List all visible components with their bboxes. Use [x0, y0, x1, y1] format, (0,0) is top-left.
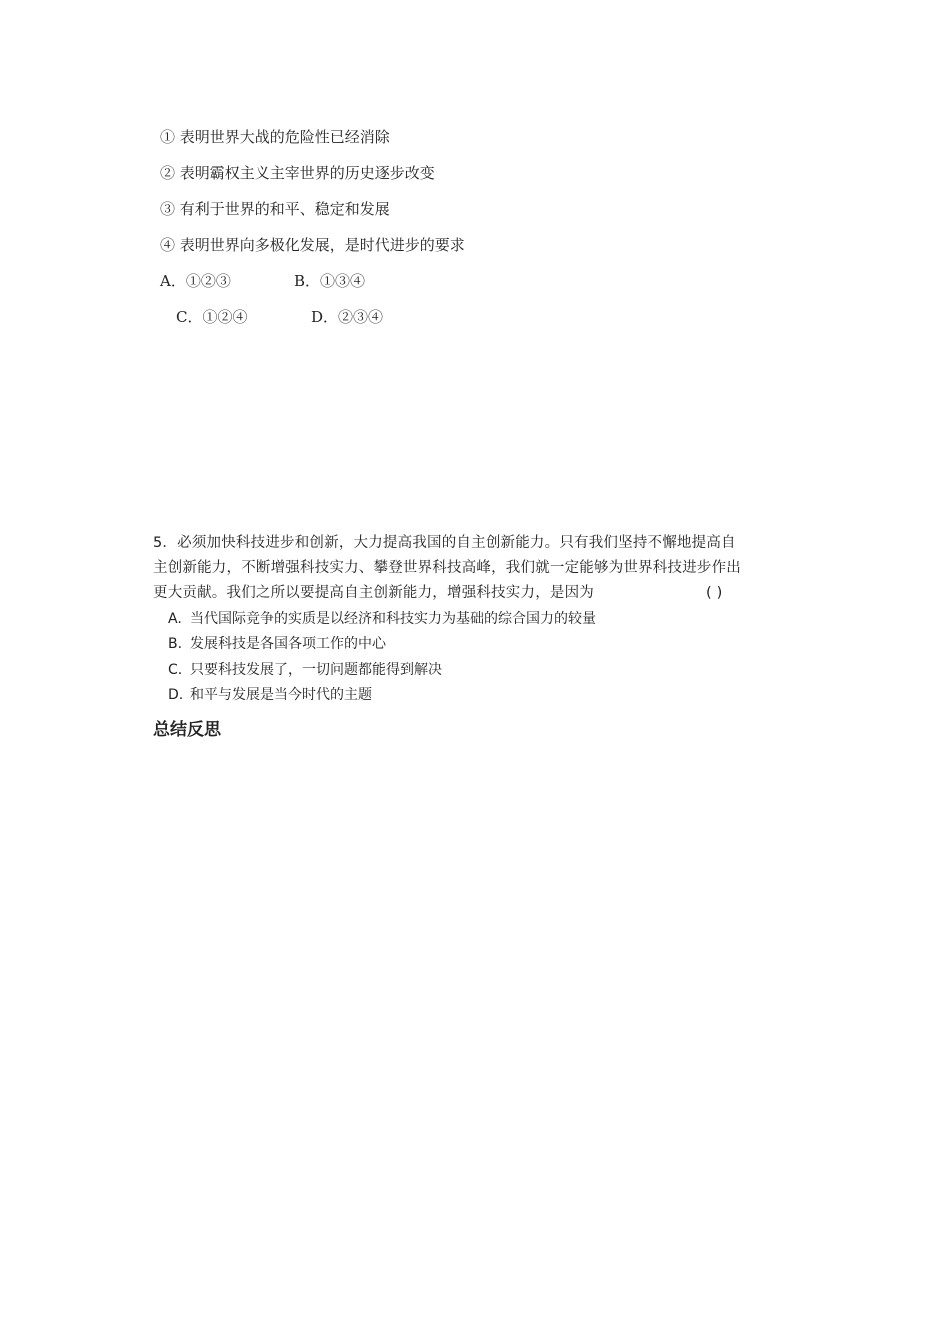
- q5-option-d-letter: D.: [168, 687, 184, 703]
- statement-2: ② 表明霸权主义主宰世界的历史逐步改变: [160, 164, 435, 182]
- summary-heading: 总结反思: [153, 720, 221, 740]
- question-5-line-3: [153, 581, 773, 606]
- q5-option-a: [168, 609, 596, 629]
- statement-3: ③ 有利于世界的和平、稳定和发展: [160, 200, 390, 218]
- option-a: A．①②③: [160, 272, 231, 290]
- q5-option-c-text: 只要科技发展了，一切问题都能得到解决: [190, 662, 442, 678]
- question-5-line-1: 5．必须加快科技进步和创新，大力提高我国的自主创新能力。只有我们坚持不懈地提高自: [153, 535, 736, 551]
- q5-option-c: [168, 660, 442, 680]
- question-5-stem: [153, 531, 773, 606]
- q5-option-c-letter: C.: [168, 662, 183, 678]
- q5-option-b: [168, 634, 386, 654]
- question-5-line-2: 主创新能力，不断增强科技实力、攀登世界科技高峰，我们就一定能够为世界科技进步作出: [153, 560, 741, 576]
- q5-option-a-letter: A.: [168, 611, 182, 627]
- q5-option-d: [168, 685, 372, 705]
- question-5-line-3-text: 更大贡献。我们之所以要提高自主创新能力，增强科技实力，是因为: [153, 585, 594, 601]
- q5-option-d-text: 和平与发展是当今时代的主题: [190, 687, 372, 703]
- q5-option-b-letter: B.: [168, 636, 183, 652]
- answer-parenthesis: ( ): [706, 585, 723, 601]
- statement-4: ④ 表明世界向多极化发展，是时代进步的要求: [160, 236, 465, 254]
- q5-option-b-text: 发展科技是各国各项工作的中心: [190, 636, 386, 652]
- q5-option-a-text: 当代国际竞争的实质是以经济和科技实力为基础的综合国力的较量: [190, 611, 596, 627]
- option-d: D．②③④: [311, 308, 384, 326]
- statement-1: ① 表明世界大战的危险性已经消除: [160, 128, 390, 146]
- option-b: B．①③④: [294, 272, 366, 290]
- option-c: C．①②④: [176, 308, 248, 326]
